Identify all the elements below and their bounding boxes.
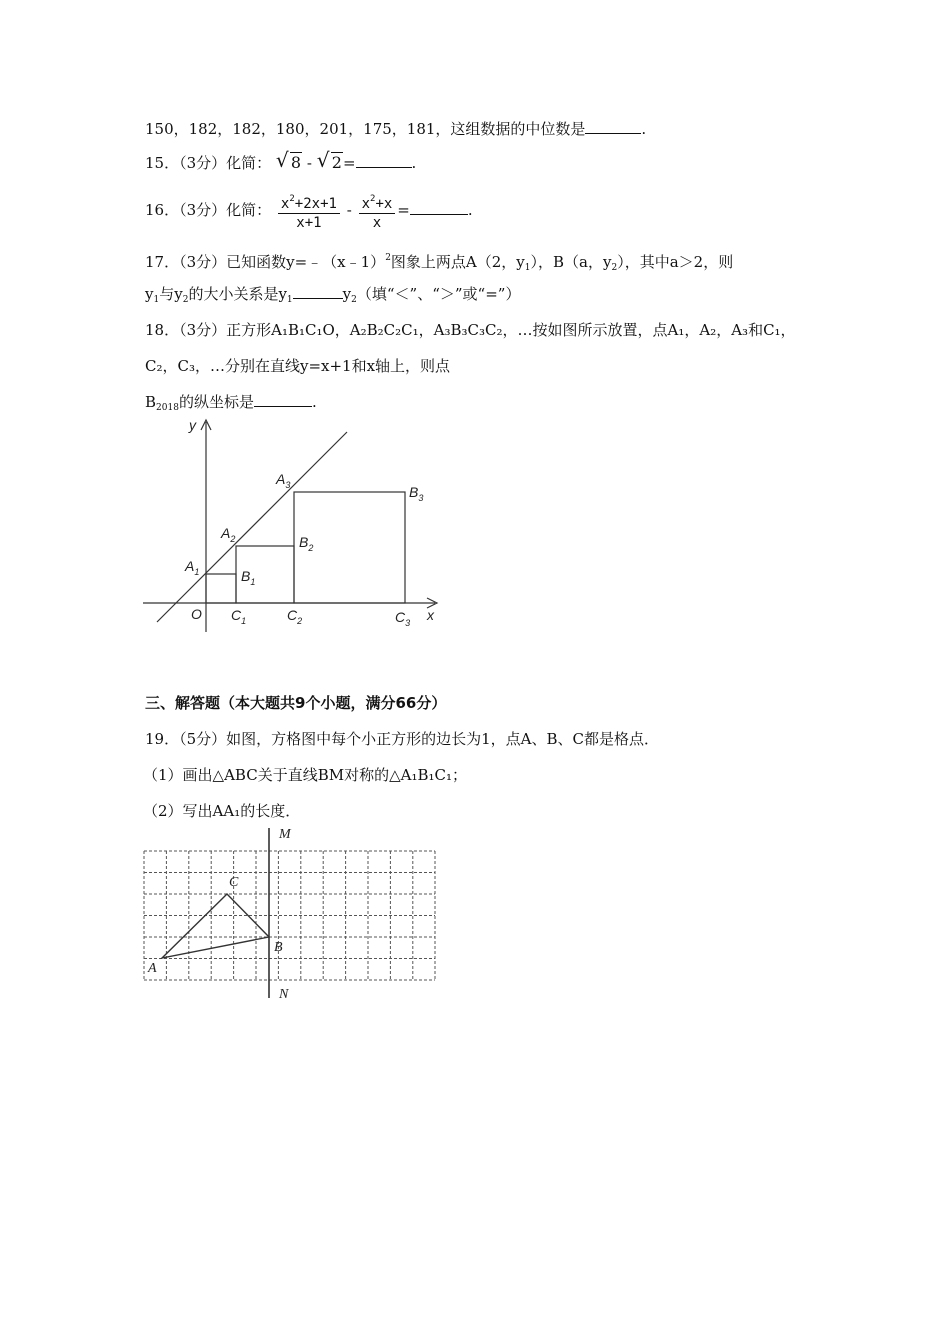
dashed-grid bbox=[144, 851, 435, 980]
q17-line-2 bbox=[145, 283, 520, 311]
q16-num1a: x bbox=[280, 196, 290, 212]
label-a1: $A_1$ bbox=[185, 558, 200, 577]
q15-rad2: 2 bbox=[331, 153, 342, 172]
q19-line-1: 19．（5分）如图，方格图中每个小正方形的边长为1，点A、B、C都是格点． bbox=[145, 730, 660, 748]
square-1 bbox=[206, 574, 236, 603]
q15-sqrt-2: √ 2 bbox=[316, 148, 342, 172]
q17-l2e: （填“＜”、“＞”或“=”） bbox=[356, 285, 521, 303]
q16-fraction-1 bbox=[278, 190, 340, 232]
q17-l2b: 与y bbox=[159, 285, 183, 303]
triangle-abc bbox=[162, 894, 269, 958]
q14-answer-blank bbox=[585, 118, 641, 134]
q17-l2s2: 2 bbox=[182, 295, 189, 305]
label-b2: $B_2$ bbox=[299, 534, 314, 553]
q16-end: . bbox=[467, 201, 473, 219]
q18-end: . bbox=[311, 393, 317, 411]
q16-minus: - bbox=[346, 201, 352, 219]
label-c: C bbox=[229, 875, 239, 890]
q14-end: . bbox=[641, 120, 647, 138]
q17-l2a: y bbox=[145, 285, 154, 303]
q18-l3a: B bbox=[145, 393, 157, 411]
q14-line bbox=[145, 118, 646, 140]
q18-line-2: C₂，C₃，…分别在直线y=x+1和x轴上，则点 bbox=[145, 357, 451, 375]
q17-l2c: 的大小关系是y bbox=[188, 285, 287, 303]
q17-line-1 bbox=[145, 247, 733, 279]
q17-l1b: 图象上两点A（2，y bbox=[390, 253, 525, 271]
label-n: N bbox=[279, 987, 289, 1002]
q15-rad1: 8 bbox=[290, 153, 302, 172]
q18-line-1: 18．（3分）正方形A₁B₁C₁O，A₂B₂C₂C₁，A₃B₃C₃C₂，…按如图所示放置，点A₁，A₂，A₃和C₁， bbox=[145, 321, 796, 339]
label-b1: $B_1$ bbox=[241, 568, 256, 587]
q16-prefix: 16．（3分）化简： bbox=[145, 201, 272, 219]
label-y: y bbox=[189, 417, 196, 433]
q17-l2s4: 2 bbox=[351, 295, 357, 305]
label-c2: $C_2$ bbox=[287, 607, 303, 626]
q17-s1: 1 bbox=[524, 263, 531, 273]
q15-sqrt-8: √ 8 bbox=[275, 148, 302, 172]
q16-den1: x+1 bbox=[296, 215, 322, 231]
q16-exp1: 2 bbox=[289, 194, 295, 204]
label-m: M bbox=[279, 827, 291, 842]
q16-fraction-2 bbox=[359, 190, 396, 232]
q15-answer-blank bbox=[356, 152, 412, 168]
label-c1: $C_1$ bbox=[231, 607, 247, 626]
q15-end: . bbox=[411, 154, 417, 172]
line-y-eq-x-plus-1 bbox=[157, 432, 347, 622]
q15-line bbox=[145, 148, 417, 174]
q17-l1d: ），其中a＞2，则 bbox=[617, 253, 734, 271]
label-b3: $B_3$ bbox=[409, 484, 424, 503]
q15-minus: - bbox=[306, 154, 312, 172]
q18-l3sub: 2018 bbox=[156, 403, 179, 413]
q15-prefix: 15．（3分）化简： bbox=[145, 154, 272, 172]
label-c3: $C_3$ bbox=[395, 609, 411, 628]
label-a2: $A_2$ bbox=[221, 525, 236, 544]
q17-l1c: ），B（a，y bbox=[530, 253, 612, 271]
q16-num2b: +x bbox=[375, 196, 393, 212]
q16-num1b: +2x+1 bbox=[294, 196, 337, 212]
q17-answer-blank bbox=[293, 283, 343, 299]
q17-l2d: y bbox=[342, 285, 352, 303]
q16-num2a: x bbox=[361, 196, 371, 212]
q17-l1a: 17．（3分）已知函数y=﹣（x﹣1） bbox=[145, 253, 386, 271]
q16-den2: x bbox=[372, 215, 382, 231]
label-b: B bbox=[274, 940, 283, 955]
q19-line-3: （2）写出AA₁的长度． bbox=[143, 802, 301, 820]
q16-answer-blank bbox=[410, 199, 468, 215]
q14-text: 150，182，182，180，201，175，181，这组数据的中位数是 bbox=[145, 120, 586, 138]
q17-exp: 2 bbox=[385, 253, 391, 263]
q17-l2s1: 1 bbox=[153, 295, 160, 305]
q19-line-2: （1）画出△ABC关于直线BM对称的△A₁B₁C₁； bbox=[143, 766, 467, 784]
label-a3: $A_3$ bbox=[276, 471, 291, 490]
label-a: A bbox=[148, 961, 157, 976]
q18-l3b: 的纵坐标是 bbox=[178, 393, 254, 411]
label-x: x bbox=[427, 607, 434, 623]
q18-answer-blank bbox=[254, 391, 312, 407]
q18-figure bbox=[135, 412, 455, 637]
q17-l2s3: 1 bbox=[286, 295, 293, 305]
q15-eq: = bbox=[342, 154, 356, 172]
q16-exp2: 2 bbox=[370, 194, 376, 204]
label-o: O bbox=[191, 606, 202, 622]
q17-s2: 2 bbox=[611, 263, 618, 273]
section-3-heading: 三、解答题（本大题共9个小题，满分66分） bbox=[145, 694, 447, 712]
q16-eq: = bbox=[397, 201, 410, 219]
q19-figure bbox=[135, 820, 445, 1005]
q16-line bbox=[145, 190, 473, 232]
